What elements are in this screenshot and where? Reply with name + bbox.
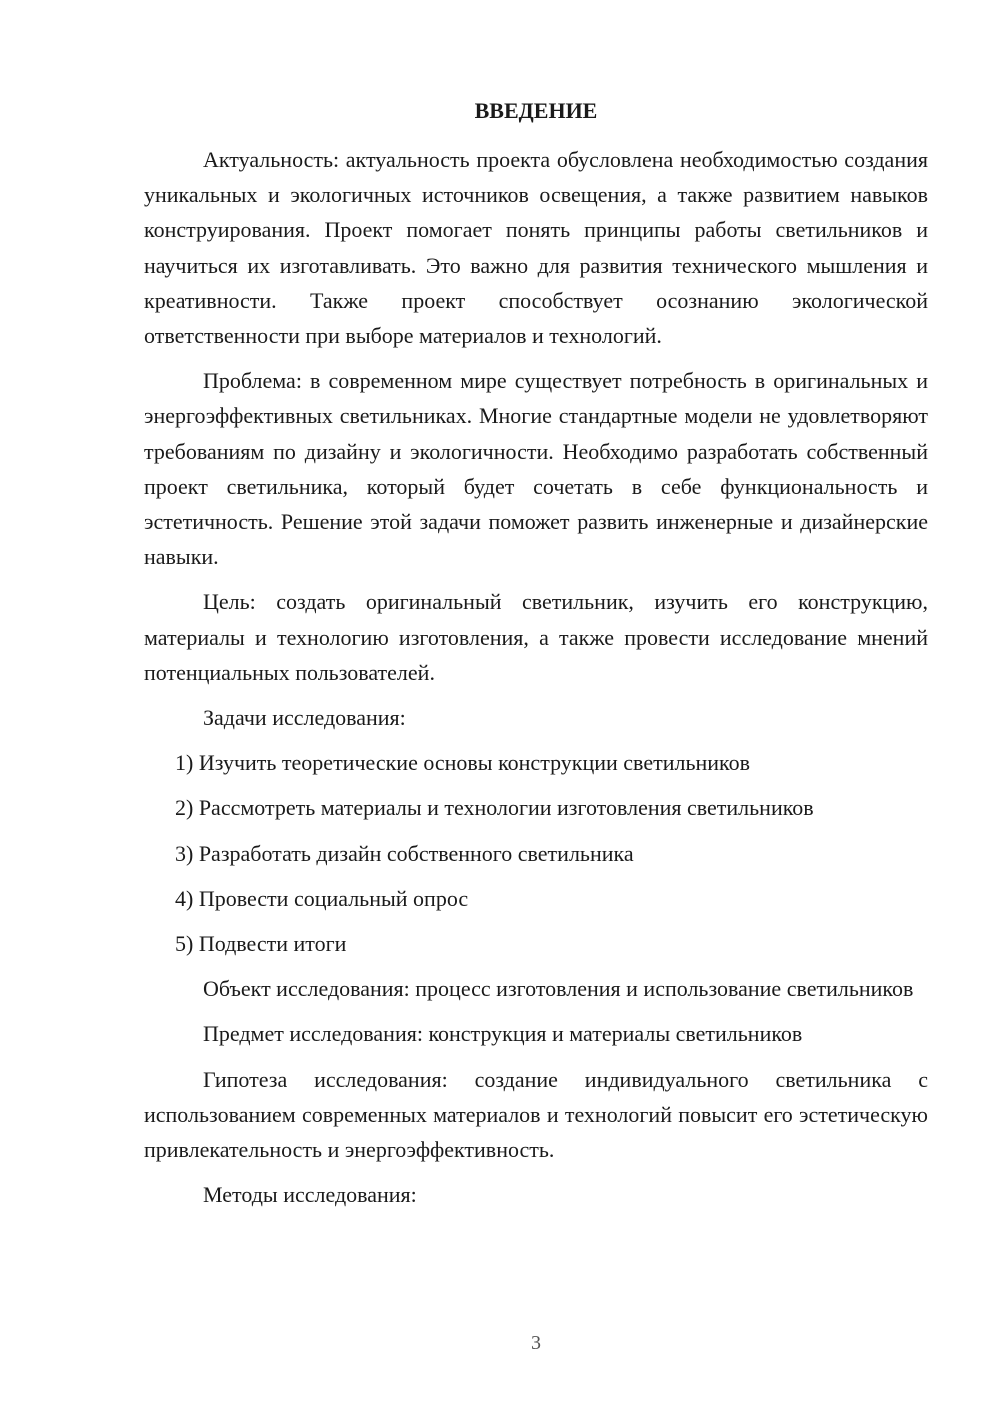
object-paragraph: Объект исследования: процесс изготовления и использование светильников	[203, 976, 914, 1002]
hypothesis-paragraph: Гипотеза исследования: создание индивидуального светильника с использованием современных материалов и технологий повысит его эстетическую привлекательность и энергоэффективность.	[144, 1066, 928, 1163]
list-item: 5) Подвести итоги	[175, 931, 347, 957]
tasks-heading: Задачи исследования:	[203, 705, 406, 731]
subject-paragraph: Предмет исследования: конструкция и материалы светильников	[203, 1021, 803, 1047]
problem-paragraph: Проблема: в современном мире существует потребность в оригинальных и энергоэффективных светильниках. Многие стандартные модели не удовлетворяют требованиям по дизайну и экологичности. Необходимо разработать собственный проект светильника, который будет сочетать в себе функциональность и эстетичность. Решение этой задачи поможет развить инженерные и дизайнерские навыки.	[144, 368, 928, 570]
methods-heading: Методы исследования:	[203, 1182, 417, 1208]
list-item: 2) Рассмотреть материалы и технологии изготовления светильников	[175, 795, 814, 821]
relevance-paragraph: Актуальность: актуальность проекта обусловлена необходимостью создания уникальных и экологичных источников освещения, а также развитием навыков конструирования. Проект помогает понять принципы работы светильников и научиться их изготавливать. Это важно для развития технического мышления и креативности. Также проект способствует осознанию экологической ответственности при выборе материалов и технологий.	[144, 147, 928, 349]
list-item: 3) Разработать дизайн собственного светильника	[175, 840, 634, 866]
page-number: 3	[531, 1332, 541, 1354]
document-page	[144, 94, 928, 1222]
goal-paragraph: Цель: создать оригинальный светильник, изучить его конструкцию, материалы и технологию изготовления, а также провести исследование мнений потенциальных пользователей.	[144, 589, 928, 685]
tasks-list	[144, 745, 928, 961]
list-item: 1) Изучить теоретические основы конструкции светильников	[175, 750, 750, 776]
list-item: 4) Провести социальный опрос	[175, 885, 469, 911]
page-title: ВВЕДЕНИЕ	[474, 98, 598, 123]
